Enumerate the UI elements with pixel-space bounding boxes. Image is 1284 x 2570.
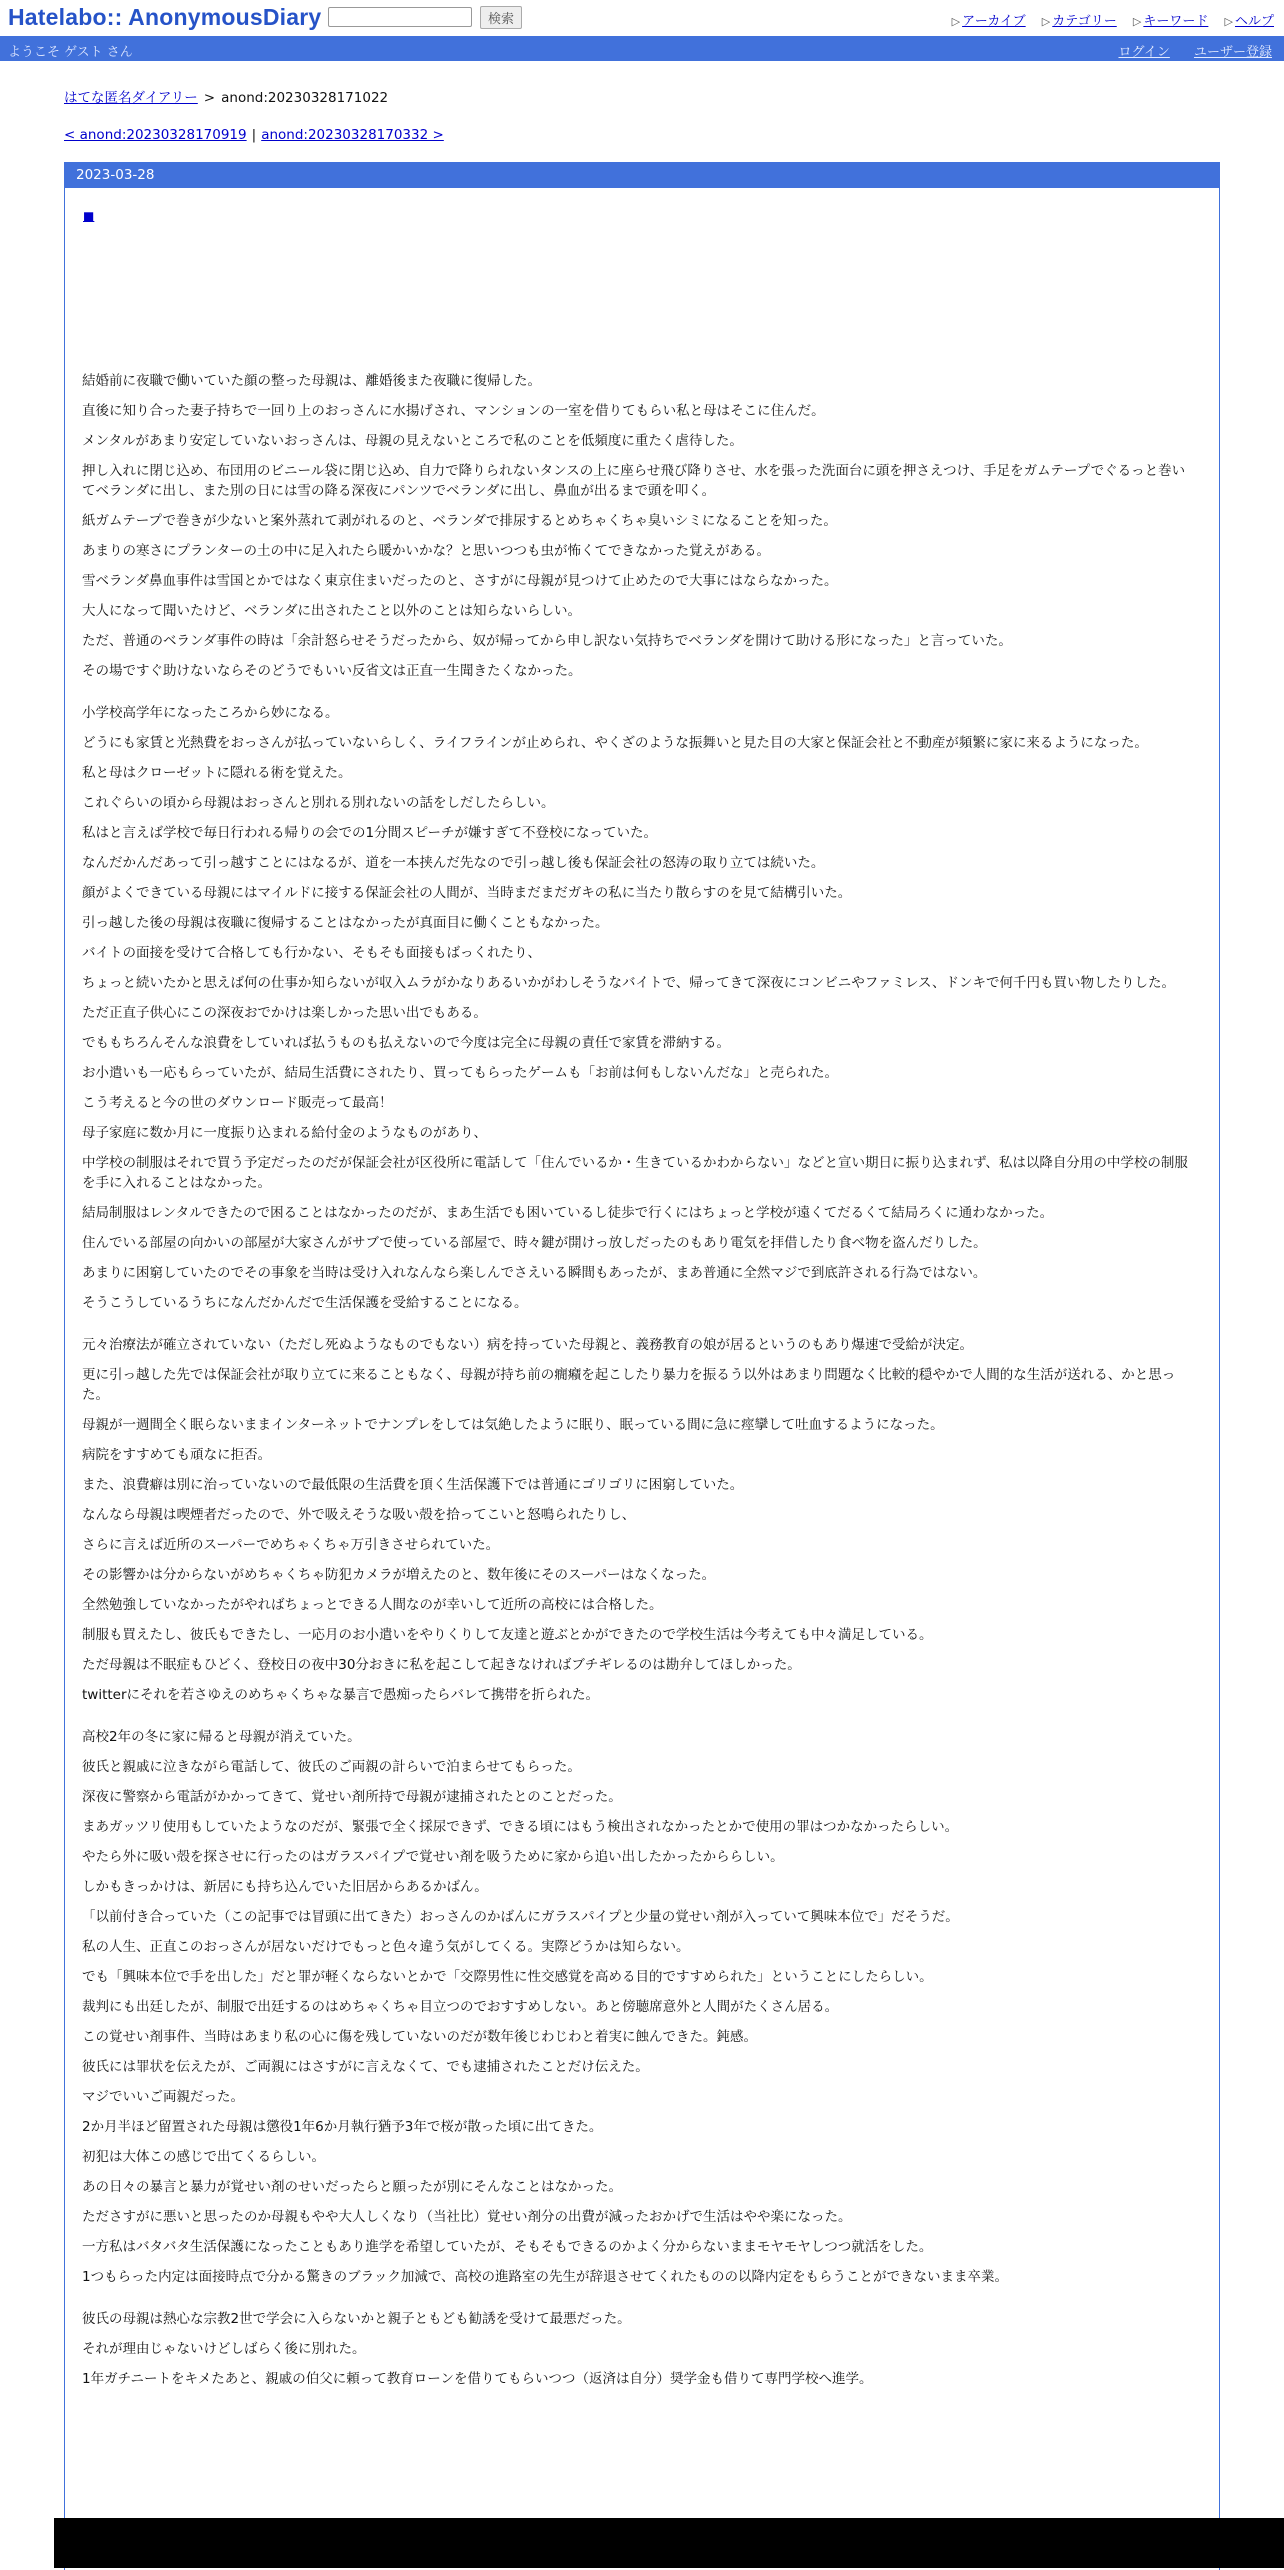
entry-paragraph: どうにも家賃と光熱費をおっさんが払っていないらしく、ライフラインが止められ、やくざのような振舞いと見た目の大家と保証会社と不動産が頻繁に家に来るようになった。 [82, 735, 1148, 751]
breadcrumb-home-link[interactable]: はてな匿名ダイアリー [64, 90, 198, 106]
entry-paragraph: ただ、普通のベランダ事件の時は「余計怒らせそうだったから、奴が帰ってから申し訳ない気持ちでベランダを開けて助ける形になった」と言っていた。 [82, 633, 1012, 649]
nav-help[interactable] [1225, 14, 1274, 29]
entry-paragraph: まあガッツリ使用もしていたようなのだが、緊張で全く採尿できず、できる頃にはもう検出されなかったとかで使用の罪はつかなかったらしい。 [82, 1819, 959, 1835]
entry-anchor-link[interactable]: ■ [83, 209, 95, 223]
nav-archive-link[interactable]: アーカイブ [962, 14, 1026, 29]
welcome-message: ようこそ ゲスト さん [8, 45, 133, 60]
arrow-right-icon: ▷ [1224, 15, 1233, 28]
entry-paragraph: 大人になって聞いたけど、ベランダに出されたこと以外のことは知らないらしい。 [82, 603, 581, 619]
entry-paragraph: 引っ越した後の母親は夜職に復帰することはなかったが真面目に働くこともなかった。 [82, 915, 609, 931]
entry-paragraph: それが理由じゃないけどしばらく後に別れた。 [82, 2341, 366, 2357]
site-logo[interactable]: Hatelabo:: AnonymousDiary [8, 4, 322, 30]
entry-paragraph: さらに言えば近所のスーパーでめちゃくちゃ万引きさせられていた。 [82, 1537, 500, 1553]
entry-paragraph: 住んでいる部屋の向かいの部屋が大家さんがサブで使っている部屋で、時々鍵が開けっ放しだったのもあり電気を拝借したり食べ物を盗んだりした。 [82, 1235, 987, 1251]
entry-paragraph: その場ですぐ助けないならそのどうでもいい反省文は正直一生聞きたくなかった。 [82, 663, 582, 679]
entry-paragraph: 私と母はクローゼットに隠れる術を覚えた。 [82, 765, 352, 781]
entry-paragraph: 母子家庭に数か月に一度振り込まれる給付金のようなものがあり、 [82, 1125, 487, 1141]
entry-paragraph: 1年ガチニートをキメたあと、親戚の伯父に頼って教育ローンを借りてもらいつつ（返済は自分）奨学金も借りて専門学校へ進学。 [82, 2371, 873, 2387]
arrow-right-icon: ▷ [1132, 15, 1142, 28]
entry-paragraph: 結局制服はレンタルできたので困ることはなかったのだが、まあ生活でも困いているし徒歩で行くにはちょっと学校が遠くてだるくて結局ろくに通わなかった。 [82, 1205, 1054, 1221]
welcome-bar [0, 36, 1284, 61]
entry-paragraph: やたら外に吸い殻を探させに行ったのはガラスパイプで覚せい剤を吸うために家から追い出したかったかららしい。 [82, 1849, 784, 1865]
pager-separator: | [251, 127, 257, 143]
entry-paragraph: 直後に知り合った妻子持ちで一回り上のおっさんに水揚げされ、マンションの一室を借りてもらい私と母はそこに住んだ。 [82, 403, 825, 419]
entry-body [82, 371, 1192, 2399]
entry-paragraph: 中学校の制服はそれで買う予定だったのだが保証会社が区役所に電話して「住んでいるか・生きているかわからない」などと宣い期日に振り込まれず、私は以降自分用の中学校の制服を手に入れることはなかった。 [82, 1155, 1188, 1191]
search-input[interactable] [328, 7, 472, 27]
day-header [64, 162, 1220, 188]
search-button[interactable]: 検索 [480, 6, 522, 29]
entry-paragraph: でも「興味本位で手を出した」だと罪が軽くならないとかで「交際男性に性交感覚を高める目的ですすめられた」ということにしたらしい。 [82, 1969, 933, 1985]
entry-paragraph: 1つもらった内定は面接時点で分かる驚きのブラック加減で、高校の進路室の先生が辞退させてくれたものの以降内定をもらうことができないまま卒業。 [82, 2269, 1009, 2285]
entry-paragraph: twitterにそれを若さゆえのめちゃくちゃな暴言で愚痴ったらバレて携帯を折られた。 [82, 1687, 600, 1703]
entry-paragraph: これぐらいの頃から母親はおっさんと別れる別れないの話をしだしたらしい。 [82, 795, 555, 811]
entry-paragraph: 私はと言えば学校で毎日行われる帰りの会での1分間スピーチが嫌すぎて不登校になっていた。 [82, 825, 658, 841]
entry-paragraph: こう考えると今の世のダウンロード販売って最高！ [82, 1095, 393, 1111]
entry-paragraph: あまりの寒さにプランターの土の中に足入れたら暖かいかな？と思いつつも虫が怖くてできなかった覚えがある。 [82, 543, 770, 559]
entry-paragraph: 顔がよくできている母親にはマイルドに接する保証会社の人間が、当時まだまだガキの私に当たり散らすのを見て結構引いた。 [82, 885, 852, 901]
entry-paragraph: 初犯は大体この感じで出てくるらしい。 [82, 2149, 325, 2165]
entry-paragraph: 病院をすすめても頑なに拒否。 [82, 1447, 272, 1463]
entry-paragraph: ちょっと続いたかと思えば何の仕事か知らないが収入ムラがかなりあるいかがわしそうなバイトで、帰ってきて深夜にコンビニやファミレス、ドンキで何千円も買い物したりした。 [82, 975, 1175, 991]
entry-paragraph: 彼氏には罪状を伝えたが、ご両親にはさすがに言えなくて、でも逮捕されたことだけ伝えた。 [82, 2059, 649, 2075]
entry-paragraph: この覚せい剤事件、当時はあまり私の心に傷を残していないのだが数年後じわじわと着実に蝕んできた。鈍感。 [82, 2029, 757, 2045]
entry-paragraph: 「以前付き合っていた（この記事では冒頭に出てきた）おっさんのかばんにガラスパイプと少量の覚せい剤が入っていて興味本位で」だそうだ。 [82, 1909, 959, 1925]
entry-paragraph: 雪ベランダ鼻血事件は雪国とかではなく東京住まいだったのと、さすがに母親が見つけて止めたので大事にはならなかった。 [82, 573, 838, 589]
entry-paragraph: 深夜に警察から電話がかかってきて、覚せい剤所持で母親が逮捕されたとのことだった。 [82, 1789, 622, 1805]
entry-paragraph: 紙ガムテープで巻きが少ないと案外蒸れて剥がれるのと、ベランダで排尿するとめちゃくちゃ臭いシミになることを知った。 [82, 513, 837, 529]
nav-category[interactable] [1042, 14, 1117, 29]
entry-paragraph: あの日々の暴言と暴力が覚せい剤のせいだったらと願ったが別にそんなことはなかった。 [82, 2179, 622, 2195]
top-bar [0, 0, 1284, 36]
entry-paragraph: 元々治療法が確立されていない（ただし死ぬようなものでもない）病を持っていた母親と、義務教育の娘が居るというのもあり爆速で受給が決定。 [82, 1337, 973, 1353]
nav-keyword[interactable] [1133, 14, 1208, 29]
entry-paragraph: バイトの面接を受けて合格しても行かない、そもそも面接もばっくれたり、 [82, 945, 541, 961]
entry-paragraph: なんだかんだあって引っ越すことにはなるが、道を一本挟んだ先なので引っ越し後も保証会社の怒涛の取り立ては続いた。 [82, 855, 825, 871]
entry-paragraph: 結婚前に夜職で働いていた顔の整った母親は、離婚後また夜職に復帰した。 [82, 373, 541, 389]
entry-paragraph: なんなら母親は喫煙者だったので、外で吸えそうな吸い殻を拾ってこいと怒鳴られたりし、 [82, 1507, 636, 1523]
entry-paragraph: 一方私はバタバタ生活保護になったこともあり進学を希望していたが、そもそもできるのかよく分からないままモヤモヤしつつ就活をした。 [82, 2239, 933, 2255]
entry-paragraph: 小学校高学年になったころから妙になる。 [82, 705, 339, 721]
entry-paragraph: 彼氏と親戚に泣きながら電話して、彼氏のご両親の計らいで泊まらせてもらった。 [82, 1759, 581, 1775]
breadcrumb-separator: > [203, 90, 216, 106]
entry-paragraph: その影響かは分からないがめちゃくちゃ防犯カメラが増えたのと、数年後にそのスーパーはなくなった。 [82, 1567, 716, 1583]
entry-paragraph: そうこうしているうちになんだかんだで生活保護を受給することになる。 [82, 1295, 528, 1311]
next-entry-link[interactable]: anond:20230328170332 > [261, 127, 444, 143]
entry-paragraph: 母親が一週間全く眠らないままインターネットでナンプレをしては気絶したように眠り、眠っている間に急に痙攣して吐血するようになった。 [82, 1417, 944, 1433]
entry-paragraph: お小遣いも一応もらっていたが、結局生活費にされたり、買ってもらったゲームも「お前は何もしないんだな」と売られた。 [82, 1065, 838, 1081]
entry-paragraph: たださすがに悪いと思ったのか母親もやや大人しくなり（当社比）覚せい剤分の出費が減ったおかげで生活はやや楽になった。 [82, 2209, 852, 2225]
entry-paragraph: 2か月半ほど留置された母親は懲役1年6か月執行猶予3年で桜が散った頃に出てきた。 [82, 2119, 603, 2135]
arrow-right-icon: ▷ [951, 15, 961, 28]
breadcrumb-current: anond:20230328171022 [221, 90, 389, 106]
entry-paragraph: メンタルがあまり安定していないおっさんは、母親の見えないところで私のことを低頻度に重たく虐待した。 [82, 433, 743, 449]
entry-paragraph: 全然勉強していなかったがやればちょっとできる人間なのが幸いして近所の高校には合格した。 [82, 1597, 663, 1613]
entry-pager [64, 127, 444, 143]
entry-paragraph: ただ正直子供心にこの深夜おでかけは楽しかった思い出でもある。 [82, 1005, 487, 1021]
register-link[interactable]: ユーザー登録 [1193, 45, 1272, 60]
entry-paragraph: 押し入れに閉じ込め、布団用のビニール袋に閉じ込め、自力で降りられないタンスの上に座らせ飛び降りさせ、水を張った洗面台に頭を押さえつけ、手足をガムテープでぐるっと巻いてベランダに出し、また別の日には雪の降る深夜にパンツでベランダに出し、鼻血が出るまで頭を叩く。 [82, 463, 1186, 499]
breadcrumb [64, 86, 388, 106]
entry-paragraph: また、浪費癖は別に治っていないので最低限の生活費を頂く生活保護下では普通にゴリゴリに困窮していた。 [82, 1477, 744, 1493]
account-links [1098, 41, 1272, 60]
entry-paragraph: マジでいいご両親だった。 [82, 2089, 244, 2105]
nav-archive[interactable] [952, 14, 1026, 29]
entry-paragraph: 更に引っ越した先では保証会社が取り立てに来ることもなく、母親が持ち前の癇癪を起こしたり暴力を振るう以外はあまり問題なく比較的穏やかで人間的な生活が送れる、かと思った。 [82, 1367, 1176, 1403]
entry-paragraph: しかもきっかけは、新居にも持ち込んでいた旧居からあるかばん。 [82, 1879, 488, 1895]
entry-paragraph: あまりに困窮していたのでその事象を当時は受け入れなんなら楽しんでさえいる瞬間もあったが、まあ普通に全然マジで到底許される行為ではない。 [82, 1265, 987, 1281]
nav-help-link[interactable]: ヘルプ [1234, 14, 1274, 29]
top-nav [940, 10, 1274, 29]
entry-paragraph: 彼氏の母親は熱心な宗教2世で学会に入らないかと親子ともども勧誘を受けて最悪だった。 [82, 2311, 631, 2327]
arrow-right-icon: ▷ [1041, 15, 1051, 28]
nav-keyword-link[interactable]: キーワード [1143, 14, 1209, 29]
entry-paragraph: 裁判にも出廷したが、制服で出廷するのはめちゃくちゃ目立つのでおすすめしない。あと傍聴席意外と人間がたくさん居る。 [82, 1999, 839, 2015]
entry-paragraph: 制服も買えたし、彼氏もできたし、一応月のお小遣いをやりくりして友達と遊ぶとかができたので学校生活は今考えても中々満足している。 [82, 1627, 933, 1643]
login-link[interactable]: ログイン [1118, 45, 1170, 60]
nav-category-link[interactable]: カテゴリー [1052, 14, 1117, 29]
prev-entry-link[interactable]: < anond:20230328170919 [64, 127, 247, 143]
entry-paragraph: でももちろんそんな浪費をしていれば払うものも払えないので今度は完全に母親の責任で家賃を滞納する。 [82, 1035, 730, 1051]
entry-paragraph: 高校2年の冬に家に帰ると母親が消えていた。 [82, 1729, 361, 1745]
entry-date: 2023-03-28 [76, 167, 155, 183]
entry-paragraph: 私の人生、正直このおっさんが居ないだけでもっと色々違う気がしてくる。実際どうかは知らない。 [82, 1939, 690, 1955]
entry-paragraph: ただ母親は不眠症もひどく、登校日の夜中30分おきに私を起こして起きなければブチギレるのは勘弁してほしかった。 [82, 1657, 801, 1673]
bottom-overlay [54, 2518, 1284, 2568]
